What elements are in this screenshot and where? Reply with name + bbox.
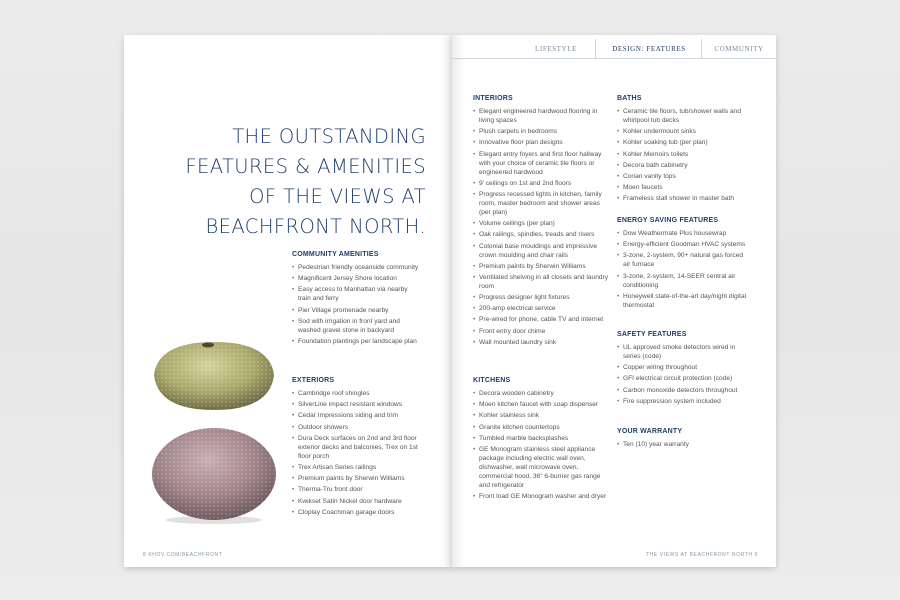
list-item: • 200-amp electrical service	[473, 304, 609, 313]
list-item: • Elegant entry foyers and first floor hallway with your choice of ceramic tile floors or engineered hardwood	[473, 150, 609, 177]
title-line: OF THE VIEWS AT	[249, 185, 426, 208]
list-item: • GE Monogram stainless steel appliance package including electric wall oven, dishwasher, wall microwave oven, commercial hood, 36" 6-burner gas range and refrigerator	[473, 445, 609, 490]
list-item: • Trex Artisan Series railings	[292, 463, 422, 472]
tab-design-features[interactable]	[596, 35, 702, 59]
list-item: • Magnificent Jersey Shore location	[292, 274, 422, 283]
list-item: • Dura Deck surfaces on 2nd and 3rd floor exterior decks and balconies, Trex on 1st floor porch	[292, 434, 422, 461]
sea-urchin-image	[148, 340, 278, 525]
list-item: • Wall mounted laundry sink	[473, 338, 609, 347]
tab-lifestyle[interactable]	[516, 35, 596, 59]
list-item: • Energy-efficient Goodman HVAC systems	[617, 240, 751, 249]
section-heading: COMMUNITY AMENITIES	[292, 251, 379, 258]
list-item: • 3-zone, 2-system, 90+ natural gas forced air furnace	[617, 251, 751, 269]
list-item: • Frameless stall shower in master bath	[617, 194, 751, 203]
list-item: • Honeywell state-of-the-art day/night digital thermostat	[617, 292, 751, 310]
warranty-section	[617, 427, 751, 451]
section-heading: KITCHENS	[473, 377, 511, 384]
list-item: • Outdoor showers	[292, 423, 422, 432]
list-item: • Oak railings, spindles, treads and risers	[473, 230, 609, 239]
baths-section	[617, 94, 751, 206]
community-amenities-section	[292, 250, 422, 348]
list-item: • Moen faucets	[617, 183, 751, 192]
safety-features-section	[617, 330, 751, 408]
list-item: • Pre-wired for phone, cable TV and internet	[473, 315, 609, 324]
list-item: • Ceramic tile floors, tub/shower walls and whirlpool tub decks	[617, 107, 751, 125]
list-item: • Premium paints by Sherwin Williams	[292, 474, 422, 483]
section-heading: ENERGY SAVING FEATURES	[617, 217, 719, 224]
list-item: • Colonial base mouldings and impressive crown moulding and chair rails	[473, 242, 609, 260]
list-item: • Pedestrian friendly oceanside community	[292, 263, 422, 272]
energy-saving-section	[617, 216, 751, 312]
list-item: • Decora bath cabinetry	[617, 161, 751, 170]
list-item: • Ten (10) year warranty	[617, 440, 751, 449]
list-item: • Kohler soaking tub (per plan)	[617, 138, 751, 147]
list-item: • Corian vanity tops	[617, 172, 751, 181]
list-item: • Progress designer light fixtures	[473, 293, 609, 302]
interiors-section	[473, 94, 609, 349]
list-item: • Kohler stainless sink	[473, 411, 609, 420]
feature-list	[292, 263, 422, 346]
exteriors-section	[292, 376, 422, 519]
tab-lifestyle-label: LIFESTYLE	[535, 45, 577, 53]
list-item: • Sod with irrigation in front yard and washed gravel stone in backyard	[292, 317, 422, 335]
list-item: • Cedar Impressions siding and trim	[292, 411, 422, 420]
section-heading: INTERIORS	[473, 95, 513, 102]
feature-list	[617, 107, 751, 203]
list-item: • Foundation plantings per landscape plan	[292, 337, 422, 346]
list-item: • Kohler undermount sinks	[617, 127, 751, 136]
kitchens-section	[473, 376, 609, 503]
tab-design-features-label: DESIGN: FEATURES	[612, 45, 686, 53]
list-item: • Volume ceilings (per plan)	[473, 219, 609, 228]
list-item: • Progress recessed lights in kitchen, family room, master bedroom and shower areas (per plan)	[473, 190, 609, 217]
title-line: FEATURES & AMENITIES	[185, 155, 426, 178]
list-item: • Cloplay Coachman garage doors	[292, 508, 422, 517]
list-item: • Kwikset Satin Nickel door hardware	[292, 497, 422, 506]
list-item: • Dow Weathermate Plus housewrap	[617, 229, 751, 238]
list-item: • GFI electrical circuit protection (code)	[617, 374, 751, 383]
list-item: • Granite kitchen countertops	[473, 423, 609, 432]
list-item: • Fire suppression system included	[617, 397, 751, 406]
section-heading: EXTERIORS	[292, 377, 335, 384]
footer-left: 8 KHOV.COM/BEACHFRONT	[143, 552, 223, 558]
feature-list	[617, 229, 751, 310]
tab-community[interactable]	[702, 35, 776, 59]
list-item: • Therma-Tru front door	[292, 485, 422, 494]
section-nav	[452, 35, 776, 59]
list-item: • Innovative floor plan designs	[473, 138, 609, 147]
footer-right: THE VIEWS AT BEACHFRONT NORTH 9	[645, 552, 758, 558]
tab-community-label: COMMUNITY	[714, 45, 764, 53]
nav-rule	[452, 58, 776, 59]
list-item: • 3-zone, 2-system, 14-SEER central air conditioning	[617, 272, 751, 290]
list-item: • Premium paints by Sherwin Williams	[473, 262, 609, 271]
list-item: • UL approved smoke detectors wired in series (code)	[617, 343, 751, 361]
list-item: • Ventilated shelving in all closets and laundry room	[473, 273, 609, 291]
list-item: • Moen kitchen faucet with soap dispenser	[473, 400, 609, 409]
list-item: • SilverLine impact resistant windows	[292, 400, 422, 409]
feature-list	[292, 389, 422, 517]
list-item: • Cambridge roof shingles	[292, 389, 422, 398]
list-item: • Elegant engineered hardwood flooring in living spaces	[473, 107, 609, 125]
section-heading: BATHS	[617, 95, 642, 102]
list-item: • 9' ceilings on 1st and 2nd floors	[473, 179, 609, 188]
feature-list	[473, 107, 609, 347]
title-line: THE OUTSTANDING	[232, 125, 426, 148]
list-item: • Copper wiring throughout	[617, 363, 751, 372]
page-title	[166, 122, 426, 242]
list-item: • Pier Village promenade nearby	[292, 306, 422, 315]
section-heading: SAFETY FEATURES	[617, 331, 687, 338]
list-item: • Front load GE Monogram washer and dryer	[473, 492, 609, 501]
list-item: • Front entry door chime	[473, 327, 609, 336]
list-item: • Tumbled marble backsplashes	[473, 434, 609, 443]
list-item: • Kohler Memoirs toilets	[617, 150, 751, 159]
feature-list	[617, 440, 751, 449]
feature-list	[617, 343, 751, 406]
feature-list	[473, 389, 609, 501]
title-line: BEACHFRONT NORTH.	[205, 215, 426, 238]
list-item: • Decora wooden cabinetry	[473, 389, 609, 398]
section-heading: YOUR WARRANTY	[617, 428, 683, 435]
list-item: • Easy access to Manhattan via nearby train and ferry	[292, 285, 422, 303]
list-item: • Carbon monoxide detectors throughout	[617, 386, 751, 395]
list-item: • Plush carpets in bedrooms	[473, 127, 609, 136]
